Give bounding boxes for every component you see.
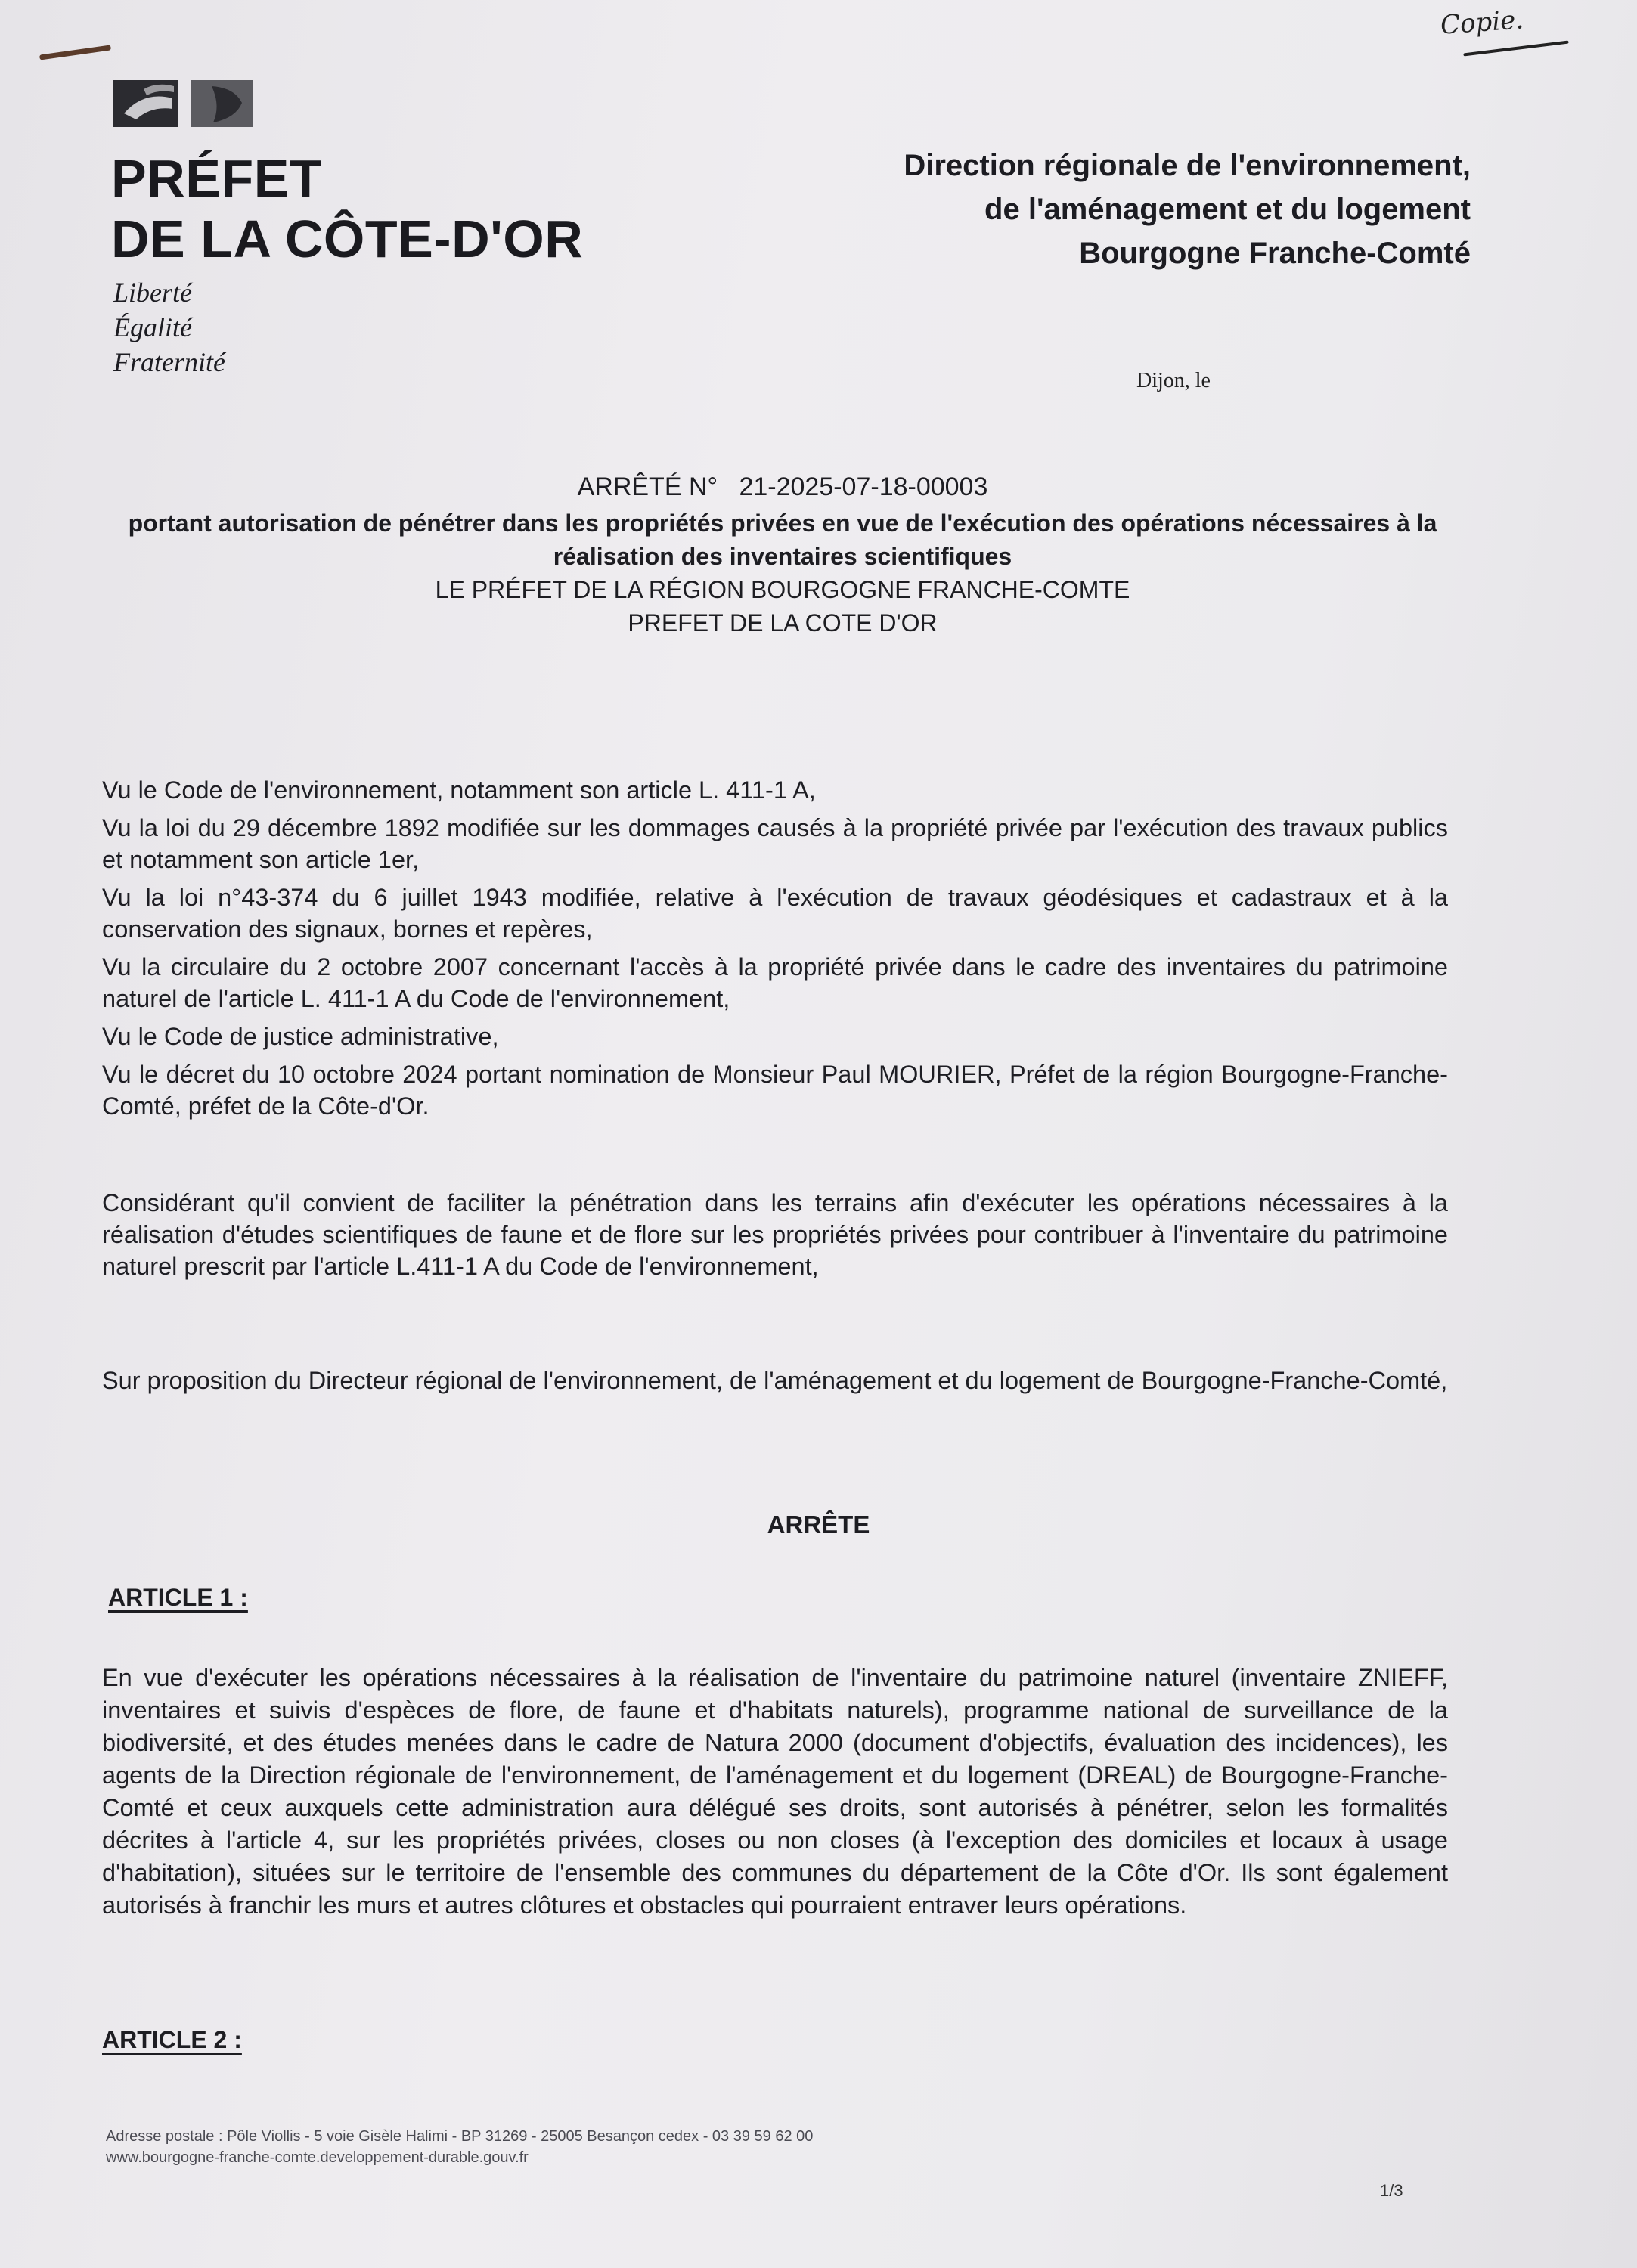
decree-number-label: ARRÊTÉ N° xyxy=(577,472,718,501)
visa-item: Vu le Code de justice administrative, xyxy=(102,1023,499,1050)
decree-subject: portant autorisation de pénétrer dans les propriétés privées en vue de l'exécution des opérations nécessaires à la réalisation des inventaires scientifiques xyxy=(128,510,1437,570)
arrete-heading: ARRÊTE xyxy=(767,1510,870,1538)
motto-fraternite: Fraternité xyxy=(113,347,225,377)
prefet-title-line-1: PRÉFET xyxy=(111,149,323,208)
handwritten-note: Copie. xyxy=(1439,5,1525,41)
prefet-title-line-2: DE LA CÔTE-D'OR xyxy=(111,209,584,268)
republic-motto xyxy=(113,275,225,380)
authority-line-2: PREFET DE LA COTE D'OR xyxy=(628,609,938,637)
visa-item: Vu la loi du 29 décembre 1892 modifiée sur les dommages causés à la propriété privée par l'exécution des travaux publics et notamment son article 1er, xyxy=(102,814,1448,873)
visa-item: Vu la circulaire du 2 octobre 2007 concernant l'accès à la propriété privée dans le cadre des inventaires du patrimoine naturel de l'article L. 411-1 A du Code de l'environnement, xyxy=(102,953,1448,1012)
page-number: 1/3 xyxy=(1380,2181,1403,2200)
visas-section xyxy=(102,774,1448,1128)
prefet-title xyxy=(111,148,583,269)
directorate-line-1: Direction régionale de l'environnement, xyxy=(904,149,1471,182)
directorate-line-3: Bourgogne Franche-Comté xyxy=(1079,237,1471,270)
decree-title-block xyxy=(106,470,1459,640)
marianne-logo xyxy=(113,76,265,130)
motto-egalite: Égalité xyxy=(113,312,192,342)
dateline: Dijon, le xyxy=(1136,369,1211,392)
handwritten-underline xyxy=(1463,40,1568,56)
article-2-heading: ARTICLE 2 : xyxy=(102,2026,242,2053)
decree-number: 21-2025-07-18-00003 xyxy=(739,472,988,501)
visa-item: Vu le décret du 10 octobre 2024 portant nomination de Monsieur Paul MOURIER, Préfet de la région Bourgogne-Franche-Comté, préfet de la Côte-d'Or. xyxy=(102,1061,1448,1120)
authority-line-1: LE PRÉFET DE LA RÉGION BOURGOGNE FRANCHE-COMTE xyxy=(435,576,1130,603)
article-1-heading: ARTICLE 1 : xyxy=(108,1584,248,1611)
issuing-directorate xyxy=(904,144,1471,275)
visa-item: Vu le Code de l'environnement, notamment son article L. 411-1 A, xyxy=(102,776,816,804)
visa-item: Vu la loi n°43-374 du 6 juillet 1943 modifiée, relative à l'exécution de travaux géodésiques et cadastraux et à la conservation des signaux, bornes et repères, xyxy=(102,884,1448,943)
proposition-paragraph: Sur proposition du Directeur régional de l'environnement, de l'aménagement et du logement de Bourgogne-Franche-Comté, xyxy=(102,1367,1448,1394)
motto-liberte: Liberté xyxy=(113,277,192,308)
footer-website: www.bourgogne-franche-comte.developpement-durable.gouv.fr xyxy=(106,2149,529,2166)
ink-mark xyxy=(39,45,111,60)
article-1-body: En vue d'exécuter les opérations nécessaires à la réalisation de l'inventaire du patrimoine naturel (inventaire ZNIEFF, inventaires et suivis d'espèces de flore, de faune et d'habitats naturels), programme national de surveillance de la biodiversité, et des études menées dans le cadre de Natura 2000 (document d'objectifs, évaluation des incidences), les agents de la Direction régionale de l'environnement, de l'aménagement et du logement (DREAL) de Bourgogne-Franche-Comté et ceux auxquels cette administration aura délégué ses droits, sont autorisés à pénétrer, selon les formalités décrites à l'article 4, sur les propriétés privées, closes ou non closes (à l'exception des domiciles et locaux à usage d'habitation), situées sur le territoire de l'ensemble des communes du département de la Côte d'Or. Ils sont également autorisés à franchir les murs et autres clôtures et obstacles qui pourraient entraver leurs opérations. xyxy=(102,1664,1448,1919)
footer-address: Adresse postale : Pôle Viollis - 5 voie Gisèle Halimi - BP 31269 - 25005 Besançon cedex - 03 39 59 62 00 xyxy=(106,2128,814,2145)
decree-number-line xyxy=(106,470,1459,503)
considerant-paragraph: Considérant qu'il convient de faciliter la pénétration dans les terrains afin d'exécuter les opérations nécessaires à la réalisation d'études scientifiques de faune et de flore sur les propriétés privées pour contribuer à l'inventaire du patrimoine naturel prescrit par l'article L.411-1 A du Code de l'environnement, xyxy=(102,1189,1448,1280)
page-footer xyxy=(106,2126,813,2168)
directorate-line-2: de l'aménagement et du logement xyxy=(984,193,1471,226)
